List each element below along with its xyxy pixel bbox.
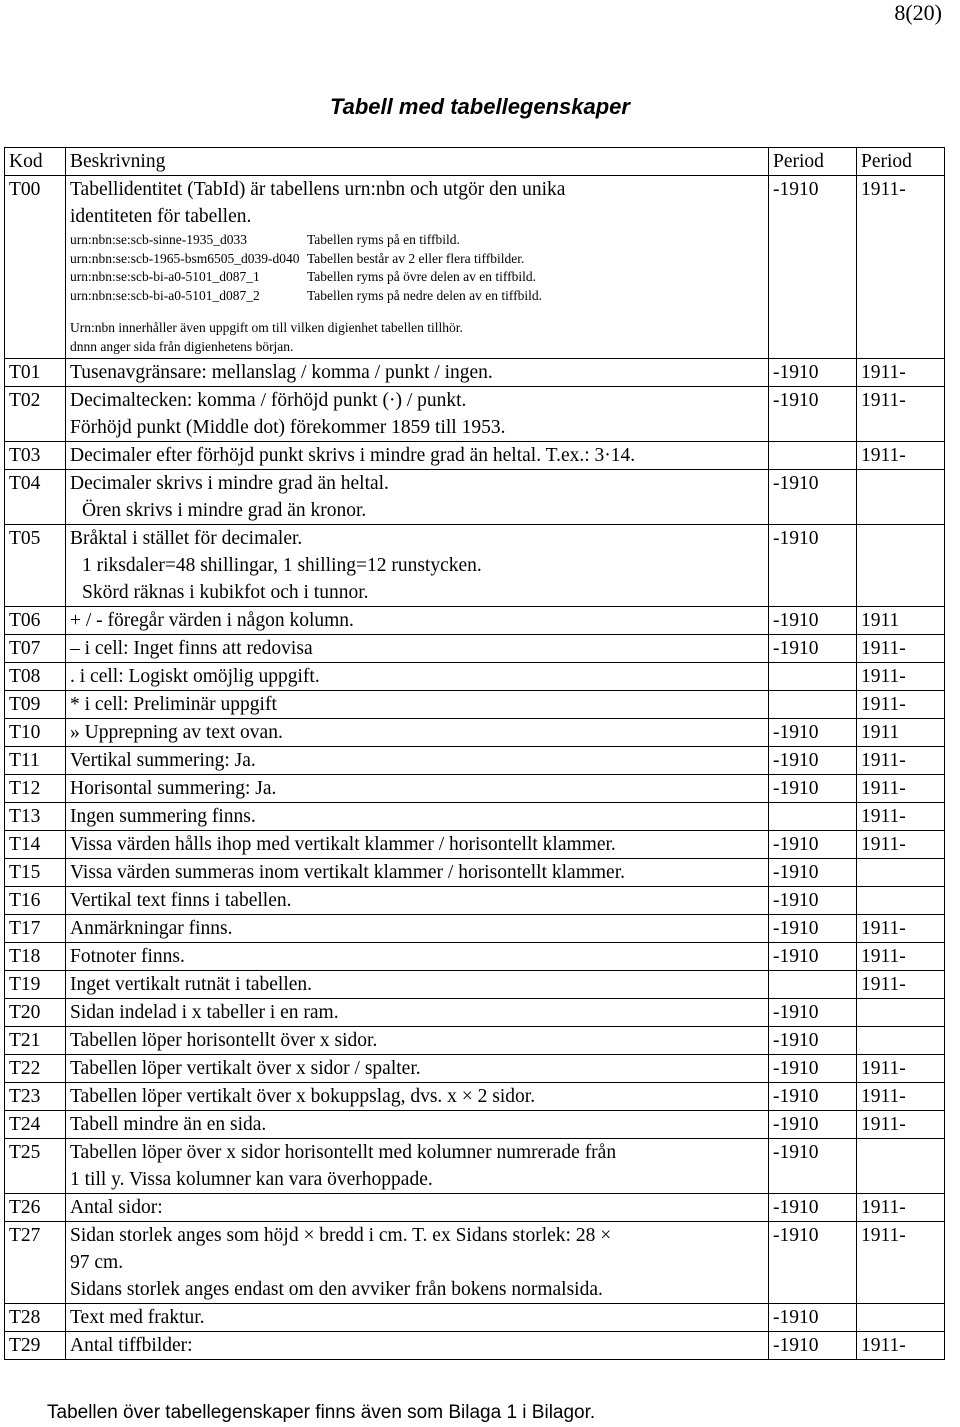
row-period-1: -1910 [769,719,857,747]
row-period-2: 1911- [857,442,945,470]
row-period-2: 1911- [857,1194,945,1222]
row-period-2: 1911- [857,1111,945,1139]
row-period-1: -1910 [769,1055,857,1083]
row-period-2: 1911- [857,915,945,943]
row-kod: T08 [5,663,66,691]
row-kod: T10 [5,719,66,747]
row-period-1: -1910 [769,525,857,607]
row-period-1: -1910 [769,943,857,971]
row-description [66,859,769,887]
row-period-2: 1911- [857,971,945,999]
row-kod: T17 [5,915,66,943]
table-row-t19 [5,971,945,999]
row-kod: T14 [5,831,66,859]
row-period-1: -1910 [769,1111,857,1139]
row-period-1: -1910 [769,1027,857,1055]
description-line: identiteten för tabellen. [70,206,252,227]
row-kod: T13 [5,803,66,831]
row-description [66,1055,769,1083]
table-row-t29 [5,1332,945,1360]
row-description [66,387,769,442]
row-kod: T24 [5,1111,66,1139]
description-line: Horisontal summering: Ja. [70,778,277,799]
table-row-t21 [5,1027,945,1055]
table-row-t04 [5,470,945,525]
row-period-2: 1911- [857,831,945,859]
row-period-1: -1910 [769,1194,857,1222]
urn-description: Tabellen ryms på övre delen av en tiffbild. [307,269,536,284]
urn-example [70,287,764,306]
description-line: 1 riksdaler=48 shillingar, 1 shilling=12 runstycken. [82,555,482,576]
row-description [66,470,769,525]
description-line: Ingen summering finns. [70,806,256,827]
row-period-2: 1911- [857,663,945,691]
urn-description: Tabellen består av 2 eller flera tiffbilder. [307,250,525,266]
header-period-1: Period [769,148,857,176]
row-kod: T06 [5,607,66,635]
row-kod: T02 [5,387,66,442]
row-period-2: 1911- [857,691,945,719]
table-row-t27 [5,1222,945,1304]
description-line: Vissa värden hålls ihop med vertikalt klammer / horisontellt klammer. [70,834,616,855]
row-period-1: -1910 [769,1083,857,1111]
description-line: Sidan storlek anges som höjd × bredd i cm. T. ex Sidans storlek: 28 × [70,1225,612,1246]
urn-note: Urn:nbn innerhåller även uppgift om till vilken digienhet tabellen tillhör. [70,320,463,335]
urn-example [70,231,764,250]
row-kod: T09 [5,691,66,719]
row-kod: T21 [5,1027,66,1055]
row-description [66,359,769,387]
urn-description: Tabellen ryms på nedre delen av en tiffbild. [307,287,542,303]
row-kod: T15 [5,859,66,887]
row-period-2: 1911- [857,803,945,831]
description-line: Decimaler skrivs i mindre grad än heltal. [70,473,389,494]
row-period-2: 1911- [857,1055,945,1083]
table-row-t17 [5,915,945,943]
table-row-t24 [5,1111,945,1139]
row-period-1: -1910 [769,747,857,775]
table-row-t01 [5,359,945,387]
row-period-1: -1910 [769,1304,857,1332]
description-line: Vertikal summering: Ja. [70,750,256,771]
row-period-1: -1910 [769,999,857,1027]
table-row-t25 [5,1139,945,1194]
row-period-1: -1910 [769,831,857,859]
row-description [66,887,769,915]
row-kod: T04 [5,470,66,525]
row-kod: T26 [5,1194,66,1222]
row-period-2: 1911- [857,943,945,971]
page-title: Tabell med tabellegenskaper [330,94,630,119]
description-line: Vissa värden summeras inom vertikalt klammer / horisontellt klammer. [70,862,625,883]
row-kod: T25 [5,1139,66,1194]
row-description [66,1332,769,1360]
row-description [66,747,769,775]
description-line: . i cell: Logiskt omöjlig uppgift. [70,666,320,687]
row-kod: T03 [5,442,66,470]
row-description [66,635,769,663]
row-period-2: 1911- [857,1332,945,1360]
row-description [66,719,769,747]
table-row-t11 [5,747,945,775]
table-row-t22 [5,1055,945,1083]
header-beskrivning: Beskrivning [66,148,769,176]
properties-table [4,147,945,1360]
row-period-2 [857,999,945,1027]
row-description [66,1222,769,1304]
row-kod: T23 [5,1083,66,1111]
row-period-1: -1910 [769,1222,857,1304]
table-row-t18 [5,943,945,971]
row-kod: T28 [5,1304,66,1332]
description-line: Decimaltecken: komma / förhöjd punkt (·) / punkt. [70,390,467,411]
row-period-1: -1910 [769,470,857,525]
footer-note: Tabellen över tabellegenskaper finns även som Bilaga 1 i Bilagor. [47,1402,596,1423]
row-period-2: 1911 [857,607,945,635]
row-kod: T01 [5,359,66,387]
row-kod: T27 [5,1222,66,1304]
row-period-2 [857,887,945,915]
header-kod: Kod [5,148,66,176]
table-row-t05 [5,525,945,607]
description-line: Sidan indelad i x tabeller i en ram. [70,1002,339,1023]
row-description [66,1139,769,1194]
row-period-2 [857,470,945,525]
row-period-1: -1910 [769,1139,857,1194]
table-row-t09 [5,691,945,719]
row-period-1: -1910 [769,607,857,635]
row-period-2 [857,1027,945,1055]
row-period-1: -1910 [769,887,857,915]
urn-id: urn:nbn:se:scb-bi-a0-5101_d087_1 [70,269,260,284]
row-period-1: -1910 [769,859,857,887]
row-description [66,525,769,607]
table-row-t28 [5,1304,945,1332]
row-kod: T00 [5,176,66,359]
row-kod: T05 [5,525,66,607]
header-period-2: Period [857,148,945,176]
table-row-t07 [5,635,945,663]
row-period-2 [857,525,945,607]
table-row-t20 [5,999,945,1027]
row-period-1: -1910 [769,1332,857,1360]
row-period-1 [769,442,857,470]
table-row-t00 [5,176,945,359]
row-description [66,663,769,691]
description-line: Ören skrivs i mindre grad än kronor. [82,500,367,521]
row-kod: T20 [5,999,66,1027]
row-description [66,1027,769,1055]
row-period-2: 1911- [857,635,945,663]
row-period-2: 1911- [857,747,945,775]
description-line: Tabellidentitet (TabId) är tabellens urn:nbn och utgör den unika [70,179,566,200]
table-row-t15 [5,859,945,887]
urn-id: urn:nbn:se:scb-sinne-1935_d033 [70,232,247,247]
table-header-row [5,148,945,176]
row-period-1: -1910 [769,775,857,803]
description-line: Tabellen löper horisontellt över x sidor. [70,1030,378,1051]
table-row-t26 [5,1194,945,1222]
row-kod: T18 [5,943,66,971]
row-description [66,943,769,971]
description-line: 1 till y. Vissa kolumner kan vara överhoppade. [70,1169,433,1190]
urn-examples [70,231,764,358]
row-description [66,971,769,999]
row-description [66,803,769,831]
description-line: Antal sidor: [70,1197,163,1218]
urn-notes [70,319,764,358]
table-row-t10 [5,719,945,747]
row-kod: T19 [5,971,66,999]
description-line: Sidans storlek anges endast om den avviker från bokens normalsida. [70,1279,603,1300]
row-period-2: 1911- [857,359,945,387]
row-kod: T12 [5,775,66,803]
description-line: Bråktal i stället för decimaler. [70,528,303,549]
row-period-1: -1910 [769,176,857,359]
row-period-1 [769,663,857,691]
table-row-t12 [5,775,945,803]
row-description [66,775,769,803]
row-period-2: 1911- [857,1083,945,1111]
description-line: Inget vertikalt rutnät i tabellen. [70,974,313,995]
description-line: Förhöjd punkt (Middle dot) förekommer 1859 till 1953. [70,417,506,438]
description-line: Anmärkningar finns. [70,918,233,939]
row-period-2 [857,1139,945,1194]
row-description [66,691,769,719]
table-row-t23 [5,1083,945,1111]
description-line: Decimaler efter förhöjd punkt skrivs i mindre grad än heltal. T.ex.: 3·14. [70,445,636,466]
row-kod: T29 [5,1332,66,1360]
row-kod: T22 [5,1055,66,1083]
description-line: Tusenavgränsare: mellanslag / komma / punkt / ingen. [70,362,493,383]
description-line: Tabell mindre än en sida. [70,1114,267,1135]
row-period-1 [769,691,857,719]
row-kod: T11 [5,747,66,775]
table-row-t13 [5,803,945,831]
description-line: Tabellen löper vertikalt över x sidor / spalter. [70,1058,421,1079]
table-row-t08 [5,663,945,691]
row-period-1 [769,971,857,999]
table-row-t06 [5,607,945,635]
table-row-t16 [5,887,945,915]
urn-id: urn:nbn:se:scb-1965-bsm6505_d039-d040 [70,250,300,266]
table-row-t03 [5,442,945,470]
description-line: Fotnoter finns. [70,946,185,967]
row-description [66,176,769,359]
row-description [66,1304,769,1332]
description-line: * i cell: Preliminär uppgift [70,694,277,715]
description-line: Vertikal text finns i tabellen. [70,890,292,911]
row-period-1: -1910 [769,915,857,943]
row-description [66,999,769,1027]
row-description [66,1194,769,1222]
row-description [66,831,769,859]
table-row-t02 [5,387,945,442]
row-period-2 [857,859,945,887]
row-description [66,915,769,943]
description-line: Tabellen löper över x sidor horisontellt med kolumner numrerade från [70,1142,617,1163]
row-period-2: 1911 [857,719,945,747]
description-line: Antal tiffbilder: [70,1335,193,1356]
description-line: Text med fraktur. [70,1307,205,1328]
row-period-1 [769,803,857,831]
row-period-1: -1910 [769,635,857,663]
row-period-2: 1911- [857,176,945,359]
urn-note: dnnn anger sida från digienhetens början. [70,338,294,354]
urn-example [70,268,764,287]
page-number: 8(20) [894,0,942,25]
row-kod: T07 [5,635,66,663]
description-line: Tabellen löper vertikalt över x bokuppslag, dvs. x × 2 sidor. [70,1086,536,1107]
row-period-2: 1911- [857,775,945,803]
table-row-t14 [5,831,945,859]
row-description [66,442,769,470]
row-kod: T16 [5,887,66,915]
row-period-2: 1911- [857,1222,945,1304]
row-description [66,1111,769,1139]
description-line: – i cell: Inget finns att redovisa [70,638,313,659]
description-line: » Upprepning av text ovan. [70,722,283,743]
urn-description: Tabellen ryms på en tiffbild. [307,232,460,247]
row-period-2: 1911- [857,387,945,442]
urn-id: urn:nbn:se:scb-bi-a0-5101_d087_2 [70,287,260,303]
urn-example [70,250,764,269]
row-period-1: -1910 [769,359,857,387]
description-line: + / - föregår värden i någon kolumn. [70,610,354,631]
row-period-2 [857,1304,945,1332]
row-description [66,607,769,635]
row-period-1: -1910 [769,387,857,442]
description-line: Skörd räknas i kubikfot och i tunnor. [82,582,369,603]
description-line: 97 cm. [70,1252,124,1273]
row-description [66,1083,769,1111]
